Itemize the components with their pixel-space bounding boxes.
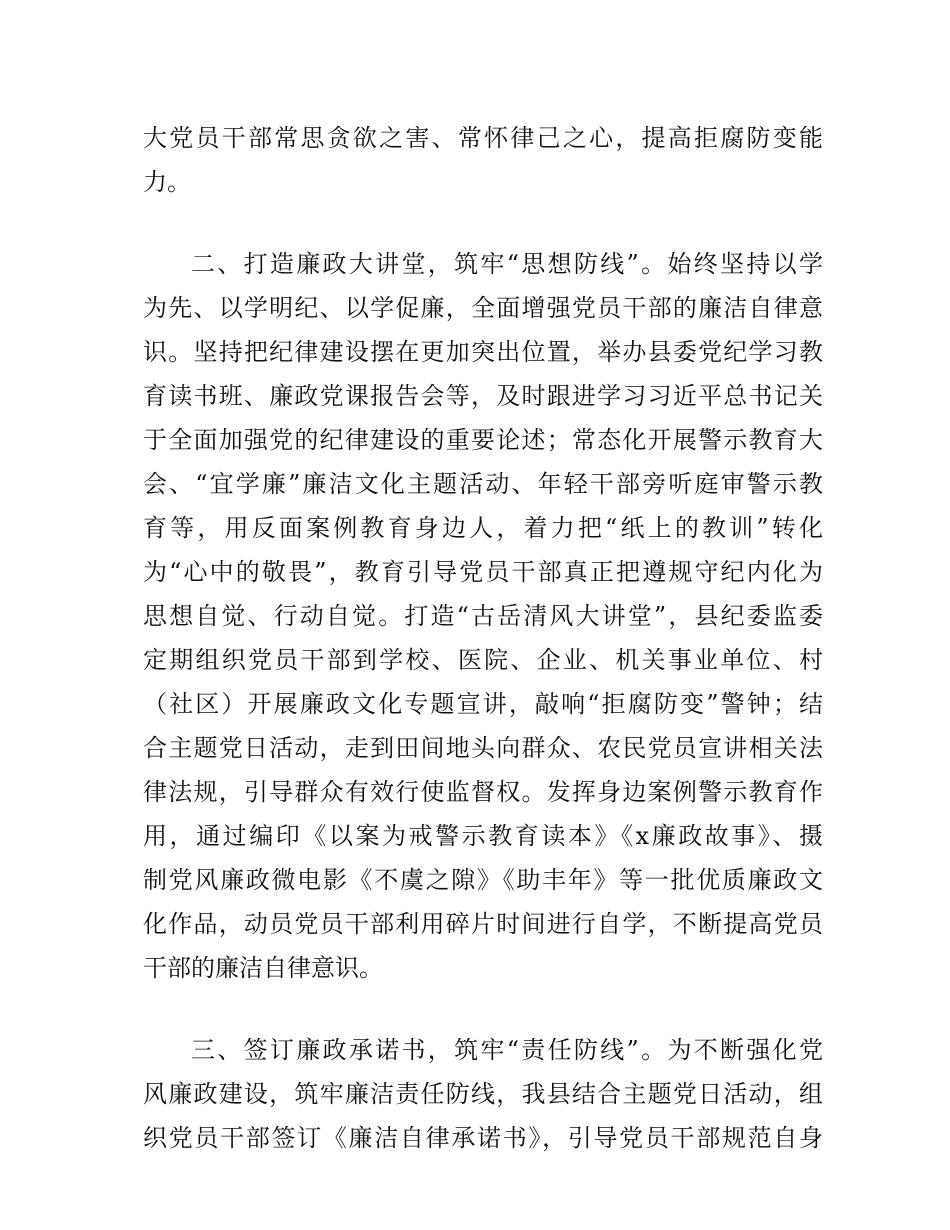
paragraph-2-line-10: 定期组织党员干部到学校、医院、企业、机关事业单位、村	[143, 646, 823, 674]
paragraph-2-line-4: 育读书班、廉政党课报告会等，及时跟进学习习近平总书记关	[143, 382, 823, 410]
paragraph-2-line-2: 为先、以学明纪、以学促廉，全面增强党员干部的廉洁自律意	[143, 294, 823, 322]
paragraph-3-line-2: 风廉政建设，筑牢廉洁责任防线，我县结合主题党日活动，组	[143, 1080, 823, 1108]
paragraph-2-line-14: 用，通过编印《以案为戒警示教育读本》《x廉政故事》、摄	[143, 822, 823, 850]
paragraph-2-line-13: 律法规，引导群众有效行使监督权。发挥身边案例警示教育作	[143, 778, 823, 806]
paragraph-1-line-1: 大党员干部常思贪欲之害、常怀律己之心，提高拒腐防变能	[143, 124, 823, 152]
paragraph-1-line-2: 力。	[143, 168, 191, 196]
paragraph-2-line-11: （社区）开展廉政文化专题宣讲，敲响“拒腐防变”警钟；结	[143, 690, 823, 718]
paragraph-2-line-15: 制党风廉政微电影《不虞之隙》《助丰年》等一批优质廉政文	[143, 866, 823, 894]
paragraph-2-line-7: 育等，用反面案例教育身边人，着力把“纸上的教训”转化	[143, 514, 823, 542]
paragraph-2-line-16: 化作品，动员党员干部利用碎片时间进行自学，不断提高党员	[143, 910, 823, 938]
paragraph-2-line-12: 合主题党日活动，走到田间地头向群众、农民党员宣讲相关法	[143, 734, 823, 762]
paragraph-2-line-1: 二、打造廉政大讲堂，筑牢“思想防线”。始终坚持以学	[191, 250, 823, 278]
paragraph-2-line-5: 于全面加强党的纪律建设的重要论述；常态化开展警示教育大	[143, 426, 823, 454]
paragraph-2-line-3: 识。坚持把纪律建设摆在更加突出位置，举办县委党纪学习教	[143, 338, 823, 366]
paragraph-3-line-1: 三、签订廉政承诺书，筑牢“责任防线”。为不断强化党	[191, 1036, 823, 1064]
paragraph-2-line-17: 干部的廉洁自律意识。	[143, 954, 383, 982]
paragraph-2-line-8: 为“心中的敬畏”，教育引导党员干部真正把遵规守纪内化为	[143, 558, 823, 586]
paragraph-3-line-3: 织党员干部签订《廉洁自律承诺书》，引导党员干部规范自身	[143, 1124, 823, 1152]
paragraph-2-line-6: 会、“宜学廉”廉洁文化主题活动、年轻干部旁听庭审警示教	[143, 470, 823, 498]
paragraph-2-line-9: 思想自觉、行动自觉。打造“古岳清风大讲堂”，县纪委监委	[143, 602, 823, 630]
